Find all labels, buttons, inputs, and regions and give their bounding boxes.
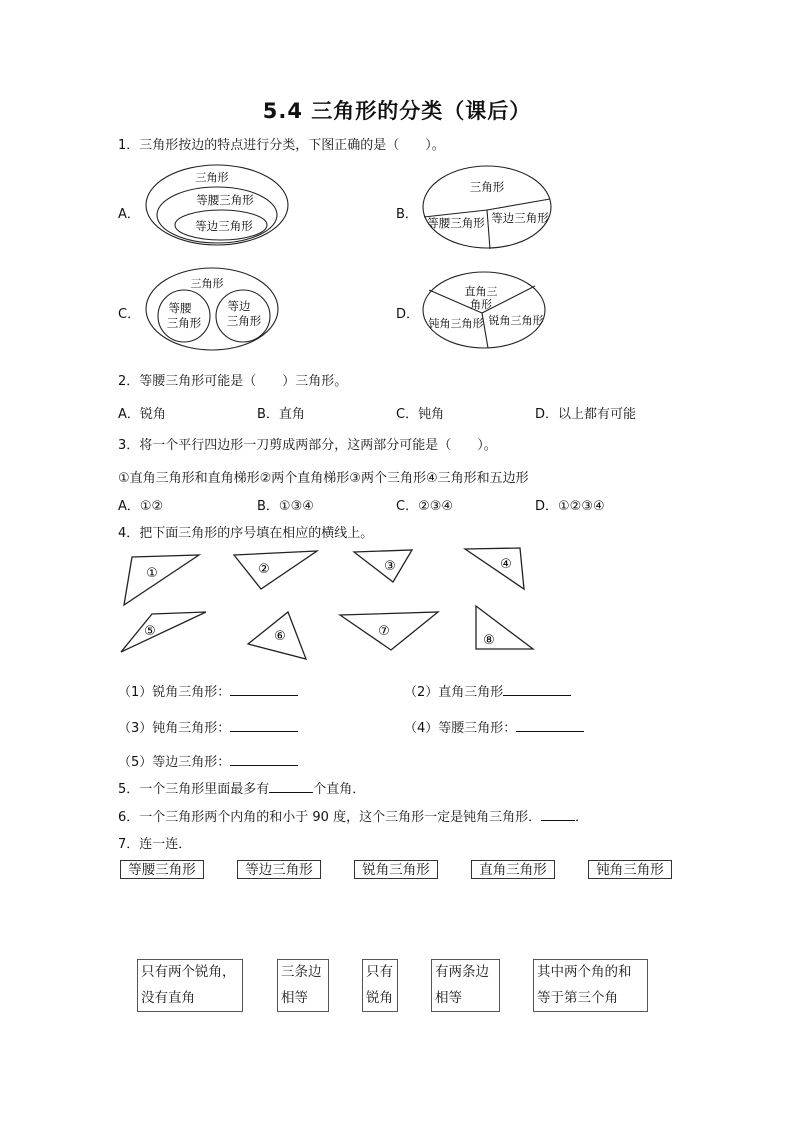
q4-blank-isosceles: （4）等腰三角形： xyxy=(404,717,584,736)
q1b-top-label: 三角形 xyxy=(469,180,505,194)
q1-diagram-d xyxy=(421,269,547,351)
answer-blank-right[interactable] xyxy=(503,683,571,696)
answer-blank-q5[interactable] xyxy=(269,780,313,793)
match-desc-two-acute[interactable]: 只有两个锐角， 没有直角 xyxy=(137,959,243,1012)
q1a-middle-label: 等腰三角形 xyxy=(196,193,254,207)
q3-option-a: A．①② xyxy=(118,499,164,514)
q1b-right-label: 等边三角形 xyxy=(491,211,549,225)
match-desc-two-sides-equal[interactable]: 有两条边 相等 xyxy=(431,959,500,1012)
answer-blank-isosceles[interactable] xyxy=(516,719,584,732)
triangle-3-label: ③ xyxy=(384,559,396,574)
q4-blank-acute: （1）锐角三角形： xyxy=(118,681,298,700)
triangle-8 xyxy=(476,606,533,649)
triangle-5 xyxy=(121,612,206,652)
triangle-2 xyxy=(234,551,317,589)
q1d-left-label: 钝角三角形 xyxy=(428,317,484,330)
match-desc-three-sides-equal[interactable]: 三条边 相等 xyxy=(277,959,329,1012)
q1-diagram-b xyxy=(421,164,555,250)
q1c-right-label-1: 等边 xyxy=(227,299,251,313)
q1c-right-label-2: 三角形 xyxy=(226,314,262,328)
triangle-8-label: ⑧ xyxy=(483,633,495,648)
triangle-4 xyxy=(465,548,524,589)
match-type-right[interactable]: 直角三角形 xyxy=(471,860,555,879)
q2-option-a: A．锐角 xyxy=(118,407,166,422)
answer-blank-obtuse[interactable] xyxy=(230,719,298,732)
q1-label-a: A． xyxy=(118,207,140,222)
q1b-left-label: 等腰三角形 xyxy=(427,216,485,230)
q1a-outer-label: 三角形 xyxy=(195,171,229,184)
q3-items: ①直角三角形和直角梯形②两个直角梯形③两个三角形④三角形和五边形 xyxy=(118,471,529,486)
q1d-top-label-2: 角形 xyxy=(470,298,492,311)
answer-blank-q6[interactable] xyxy=(541,808,575,821)
q1c-left-label-2: 三角形 xyxy=(166,316,202,330)
q1-diagram-a xyxy=(145,164,290,246)
match-type-obtuse[interactable]: 钝角三角形 xyxy=(588,860,672,879)
triangle-7 xyxy=(340,612,438,650)
q1b-divider-right xyxy=(487,199,550,210)
q2-option-b: B．直角 xyxy=(257,407,305,422)
triangle-4-label: ④ xyxy=(500,557,512,572)
q3-option-d: D．①②③④ xyxy=(535,499,605,514)
question-1-stem: 1．三角形按边的特点进行分类，下图正确的是（ ）。 xyxy=(118,138,445,153)
triangle-1-label: ① xyxy=(146,566,158,581)
q4-blank-obtuse: （3）钝角三角形： xyxy=(118,717,298,736)
q3-option-c: C．②③④ xyxy=(396,499,454,514)
q1-label-d: D． xyxy=(396,307,420,322)
triangle-6-label: ⑥ xyxy=(274,629,286,644)
triangle-7-label: ⑦ xyxy=(378,624,390,639)
triangle-1 xyxy=(124,555,199,605)
q1c-left-label-1: 等腰 xyxy=(168,301,192,315)
q1d-top-label-1: 直角三 xyxy=(464,285,498,298)
q1a-inner-label: 等边三角形 xyxy=(195,219,253,233)
match-desc-only-acute[interactable]: 只有 锐角 xyxy=(362,959,398,1012)
q1c-outer-label: 三角形 xyxy=(190,277,224,290)
q1-label-c: C． xyxy=(118,307,141,322)
q4-blank-equilateral: （5）等边三角形： xyxy=(118,751,298,770)
triangle-3 xyxy=(354,550,412,582)
answer-blank-equilateral[interactable] xyxy=(230,753,298,766)
match-desc-two-angles-sum[interactable]: 其中两个角的和 等于第三个角 xyxy=(533,959,648,1012)
q1b-divider-bottom xyxy=(487,210,490,249)
question-3-stem: 3．将一个平行四边形一刀剪成两部分，这两部分可能是（ ）。 xyxy=(118,438,497,453)
q2-option-c: C．钝角 xyxy=(396,407,445,422)
match-type-equilateral[interactable]: 等边三角形 xyxy=(237,860,321,879)
question-6: 6．一个三角形两个内角的和小于 90 度，这个三角形一定是钝角三角形． ． xyxy=(118,810,589,825)
triangle-2-label: ② xyxy=(258,562,270,577)
q1-diagram-c xyxy=(144,266,281,352)
q4-blank-right: （2）直角三角形 xyxy=(404,681,571,700)
question-4-stem: 4．把下面三角形的序号填在相应的横线上。 xyxy=(118,526,374,541)
question-5: 5．一个三角形里面最多有 个直角． xyxy=(118,782,366,797)
triangle-6 xyxy=(248,612,306,659)
page-title: 5.4 三角形的分类（课后） xyxy=(262,99,532,123)
match-type-isosceles[interactable]: 等腰三角形 xyxy=(120,860,204,879)
triangle-5-label: ⑤ xyxy=(144,624,156,639)
q2-option-d: D．以上都有可能 xyxy=(535,407,637,422)
match-type-acute[interactable]: 锐角三角形 xyxy=(354,860,438,879)
q1-label-b: B． xyxy=(396,207,418,222)
q1b-ellipse xyxy=(423,166,551,248)
q4-triangle-figure xyxy=(110,540,550,670)
question-2-stem: 2．等腰三角形可能是（ ）三角形。 xyxy=(118,374,348,389)
question-7-stem: 7．连一连． xyxy=(118,837,192,852)
answer-blank-acute[interactable] xyxy=(230,683,298,696)
q1d-right-label: 锐角三角形 xyxy=(488,314,544,327)
q3-option-b: B．①③④ xyxy=(257,499,314,514)
